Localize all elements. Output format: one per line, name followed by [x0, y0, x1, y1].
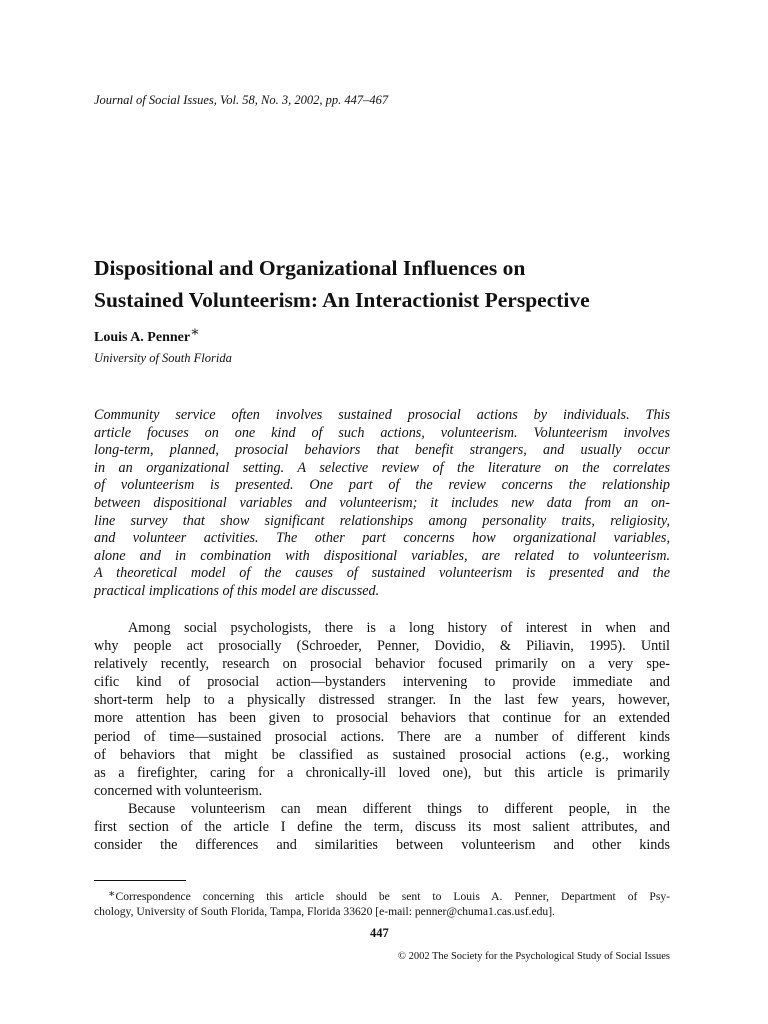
abstract-line: line survey that show significant relationships among personality traits, religiosity,: [94, 512, 670, 529]
abstract-line: practical implications of this model are discussed.: [94, 582, 380, 599]
footnote-line: chology, University of South Florida, Tampa, Florida 33620 [e-mail: penner@chuma1.cas.usf.edu].: [94, 905, 555, 918]
copyright-notice: © 2002 The Society for the Psychological Study of Social Issues: [397, 951, 670, 962]
body-line: more attention has been given to prosocial behaviors that continue for an extended: [94, 710, 670, 727]
abstract-line: A theoretical model of the causes of sustained volunteerism is presented and the: [94, 565, 670, 582]
footnote-line: [94, 889, 670, 904]
footnote-mark: ∗: [108, 888, 116, 900]
author-affiliation: University of South Florida: [94, 351, 232, 365]
body-line: Among social psychologists, there is a long history of interest in when and: [128, 620, 670, 636]
body-line: why people act prosocially (Schroeder, Penner, Dovidio, & Piliavin, 1995). Until: [94, 638, 670, 655]
body-line: period of time—sustained prosocial actions. There are a number of different kinds: [94, 728, 670, 745]
body-line: consider the differences and similarities between volunteerism and other kinds: [94, 837, 670, 854]
abstract-line: between dispositional variables and volunteerism; it includes new data from an on-: [94, 494, 670, 511]
abstract-line: long-term, planned, prosocial behaviors that benefit strangers, and usually occur: [94, 442, 670, 459]
body-line: Because volunteerism can mean different things to different people, in the: [128, 800, 670, 817]
article-title-line: Sustained Volunteerism: An Interactionist Perspective: [94, 288, 590, 312]
article-title-line: Dispositional and Organizational Influences on: [94, 256, 526, 280]
body-line: first section of the article I define the term, discuss its most salient attributes, and: [94, 819, 670, 836]
abstract-line: and volunteer activities. The other part concerns how organizational variables,: [94, 530, 670, 547]
abstract-line: alone and in combination with dispositional variables, are related to volunteerism.: [94, 547, 670, 564]
author-footnote-mark: ∗: [190, 325, 200, 340]
article-title: [94, 252, 684, 316]
body-line: concerned with volunteerism.: [94, 782, 263, 799]
footnote: [94, 889, 670, 919]
abstract-line: article focuses on one kind of such actions, volunteerism. Volunteerism involves: [94, 424, 670, 441]
footnote-divider: [94, 880, 186, 881]
page-number: 447: [370, 926, 389, 940]
abstract-line: of volunteerism is presented. One part of the review concerns the relationship: [94, 477, 670, 494]
author-name-text: Louis A. Penner: [94, 330, 191, 345]
abstract-line: Community service often involves sustained prosocial actions by individuals. This: [94, 407, 670, 423]
body-line: cific kind of prosocial action—bystanders intervening to provide immediate and: [94, 674, 670, 691]
author-name: [94, 325, 200, 346]
body-line: relatively recently, research on prosocial behavior focused primarily on a very spe-: [94, 656, 670, 673]
footnote-line-text: Correspondence concerning this article should be sent to Louis A. Penner, Department of Psy-: [115, 890, 670, 903]
body-text: [94, 619, 670, 854]
body-line: as a firefighter, caring for a chronically-ill loved one), but this article is primarily: [94, 764, 670, 781]
abstract-line: in an organizational setting. A selective review of the literature on the correlates: [94, 459, 670, 476]
body-line: short-term help to a physically distressed stranger. In the last few years, however,: [94, 692, 670, 709]
journal-citation: Journal of Social Issues, Vol. 58, No. 3, 2002, pp. 447–467: [94, 93, 389, 107]
abstract: [94, 407, 670, 601]
body-line: of behaviors that might be classified as sustained prosocial actions (e.g., working: [94, 746, 670, 763]
